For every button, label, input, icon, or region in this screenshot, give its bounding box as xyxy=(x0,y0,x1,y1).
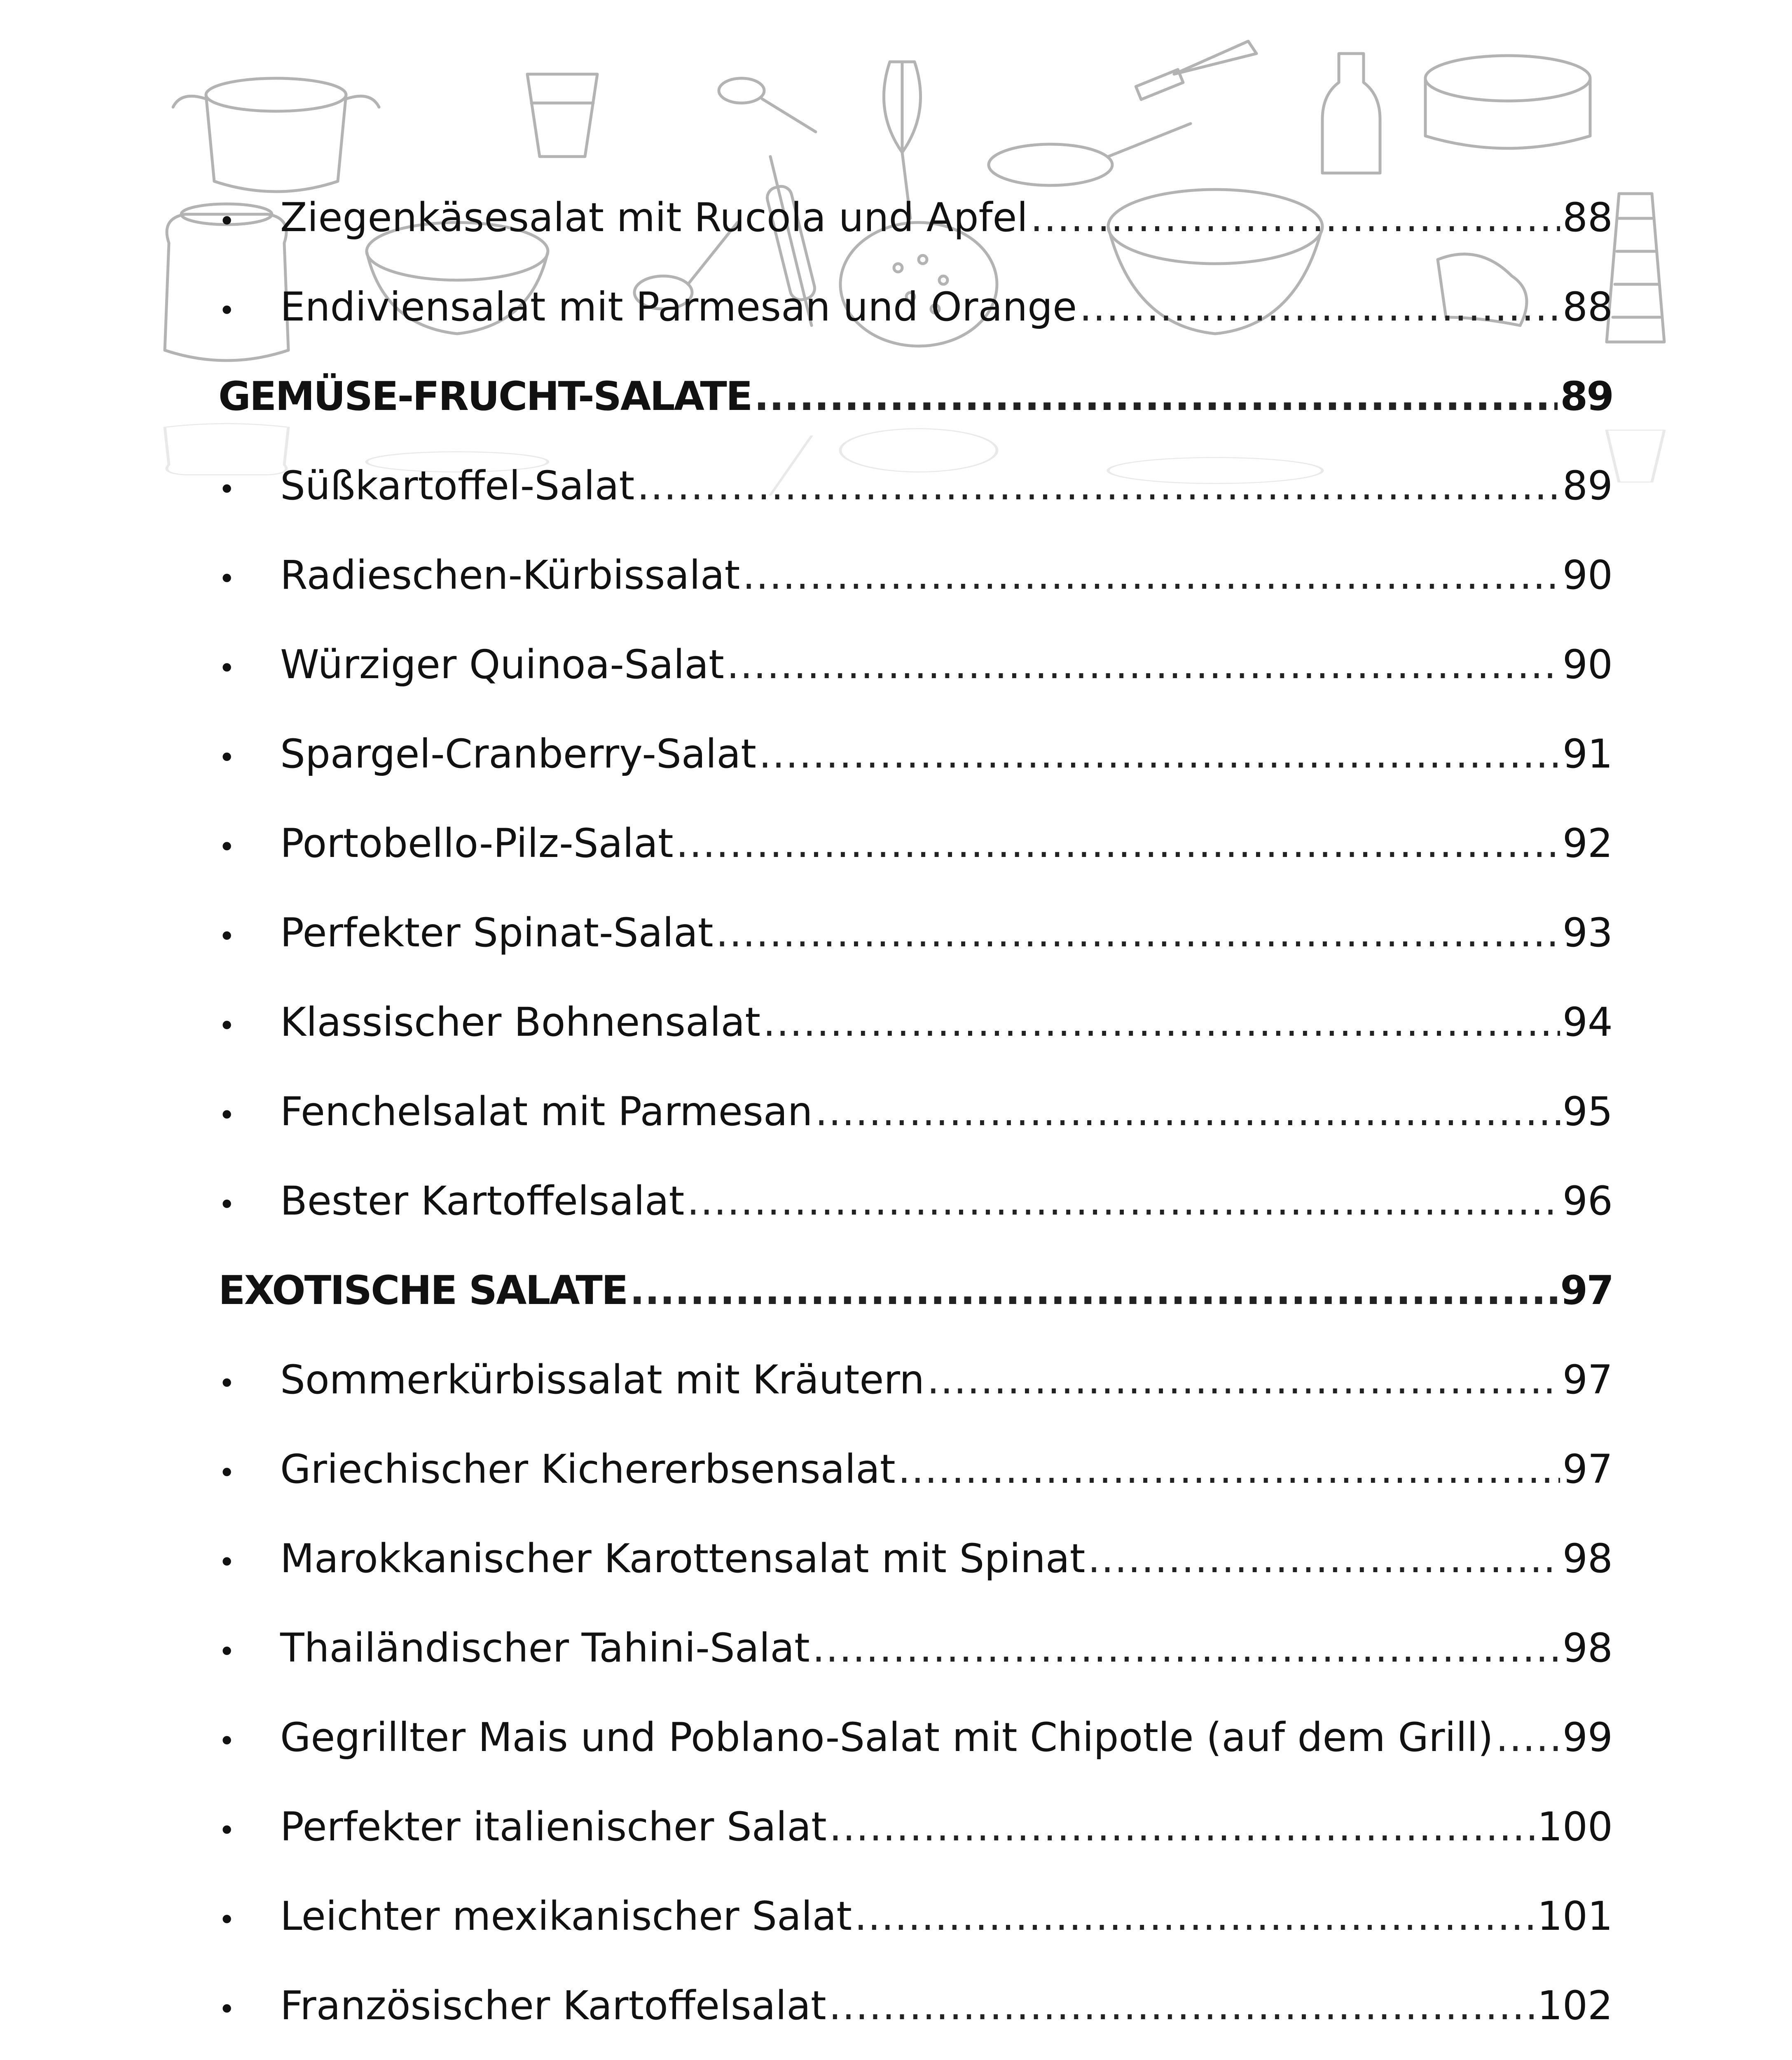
page-number: 96 xyxy=(1562,1178,1613,1224)
bottle-icon xyxy=(1322,54,1380,173)
entry-title: Marokkanischer Karottensalat mit Spinat xyxy=(280,1536,1085,1582)
toc-entry[interactable] xyxy=(218,1782,1613,1872)
dot-leader xyxy=(563,2051,1531,2060)
bullet-icon: • xyxy=(218,1814,236,1847)
bullet-icon: • xyxy=(218,830,236,864)
page-number: 99 xyxy=(1562,1714,1613,1760)
cake-ring-icon xyxy=(1425,56,1590,148)
bullet-icon: • xyxy=(218,1635,236,1669)
bullet-icon: • xyxy=(218,473,236,506)
toc-entry[interactable] xyxy=(218,799,1613,888)
bullet-icon: • xyxy=(218,1724,236,1758)
page-number: 97 xyxy=(1562,1357,1613,1403)
toc-section-heading[interactable] xyxy=(218,1246,1613,1335)
page-number: 98 xyxy=(1562,1536,1613,1582)
page-number: 90 xyxy=(1562,552,1613,598)
section-title: GEMÜSE-FRUCHT-SALATE xyxy=(218,373,752,419)
dot-leader xyxy=(1496,1693,1560,1782)
toc-entry[interactable] xyxy=(218,888,1613,978)
page-number: 89 xyxy=(1560,373,1613,419)
dot-leader xyxy=(727,620,1560,709)
dot-leader xyxy=(1079,262,1560,352)
dot-leader xyxy=(754,352,1558,441)
dot-leader xyxy=(629,1246,1558,1335)
entry-title: Bester Kartoffelsalat xyxy=(280,1178,685,1224)
entry-title: Radieschen-Kürbissalat xyxy=(280,552,740,598)
page-number: 89 xyxy=(1562,463,1613,509)
page-number: 88 xyxy=(1562,284,1613,330)
entry-title: Perfekter italienischer Salat xyxy=(280,1804,827,1850)
toc-entry[interactable] xyxy=(218,1604,1613,1693)
dot-leader xyxy=(687,1156,1560,1246)
dot-leader xyxy=(637,441,1560,531)
entry-title: Sommerkürbissalat mit Kräutern xyxy=(280,1357,925,1403)
page-number: 93 xyxy=(1562,910,1613,956)
toc-entry[interactable] xyxy=(218,1961,1613,2051)
dot-leader xyxy=(742,531,1560,620)
page-number: 90 xyxy=(1562,641,1613,688)
glass-icon xyxy=(527,74,597,157)
entry-title: Thailändischer Tahini-Salat xyxy=(280,1625,810,1671)
dot-leader xyxy=(759,709,1560,799)
toc-entry[interactable] xyxy=(218,173,1613,262)
dot-leader xyxy=(927,1335,1560,1425)
dot-leader xyxy=(829,1961,1535,2051)
toc-entry[interactable] xyxy=(218,441,1613,531)
entry-title: Ziegenkäsesalat mit Rucola und Apfel xyxy=(280,194,1028,241)
toc-entry[interactable] xyxy=(218,1335,1613,1425)
bullet-icon: • xyxy=(218,920,236,953)
entry-title: Leichter mexikanischer Salat xyxy=(280,1893,852,1939)
dot-leader xyxy=(812,1604,1560,1693)
dot-leader xyxy=(815,1067,1560,1156)
page-number: 100 xyxy=(1537,1804,1613,1850)
entry-title: Französischer Kartoffelsalat xyxy=(280,1983,826,2029)
bullet-icon: • xyxy=(218,1367,236,1400)
entry-title: Süßkartoffel-Salat xyxy=(280,463,635,509)
page-number: 97 xyxy=(1562,1446,1613,1492)
toc-entry[interactable] xyxy=(218,1693,1613,1782)
section-title xyxy=(218,2051,563,2060)
grater-icon xyxy=(1607,194,1664,342)
toc-entry[interactable] xyxy=(218,709,1613,799)
dot-leader xyxy=(854,1872,1535,1961)
entry-title: Endiviensalat mit Parmesan und Orange xyxy=(280,284,1077,330)
bullet-icon: • xyxy=(218,1098,236,1132)
bullet-icon: • xyxy=(218,204,236,238)
entry-title: Perfekter Spinat-Salat xyxy=(280,910,714,956)
page-number: 94 xyxy=(1562,999,1613,1045)
dot-leader xyxy=(1088,1514,1560,1604)
bullet-icon: • xyxy=(218,562,236,596)
entry-title: Griechischer Kichererbsensalat xyxy=(280,1446,896,1492)
entry-title: Klassischer Bohnensalat xyxy=(280,999,761,1045)
bullet-icon: • xyxy=(218,1545,236,1579)
toc-entry[interactable] xyxy=(218,620,1613,709)
dot-leader xyxy=(829,1782,1535,1872)
bullet-icon: • xyxy=(218,1903,236,1937)
entry-title: Würziger Quinoa-Salat xyxy=(280,641,724,688)
entry-title: Spargel-Cranberry-Salat xyxy=(280,731,756,777)
page-number: 101 xyxy=(1537,1893,1613,1939)
bullet-icon: • xyxy=(218,294,236,328)
toc-entry[interactable] xyxy=(218,1425,1613,1514)
table-of-contents xyxy=(218,173,1613,2060)
page-number: 88 xyxy=(1562,194,1613,241)
toc-entry[interactable] xyxy=(218,531,1613,620)
toc-section-heading[interactable] xyxy=(218,2051,1613,2060)
toc-entry[interactable] xyxy=(218,1872,1613,1961)
page-number: 95 xyxy=(1562,1089,1613,1135)
toc-entry[interactable] xyxy=(218,1514,1613,1604)
dot-leader xyxy=(763,978,1560,1067)
page-number: 98 xyxy=(1562,1625,1613,1671)
toc-section-heading[interactable] xyxy=(218,352,1613,441)
page-number xyxy=(1532,2051,1613,2060)
toc-entry[interactable] xyxy=(218,262,1613,352)
toc-entry[interactable] xyxy=(218,978,1613,1067)
bullet-icon: • xyxy=(218,1456,236,1490)
page-number: 97 xyxy=(1560,1267,1613,1313)
toc-entry[interactable] xyxy=(218,1067,1613,1156)
knife-icon xyxy=(1136,41,1256,99)
dot-leader xyxy=(898,1425,1560,1514)
page-number: 102 xyxy=(1537,1983,1613,2029)
bullet-icon: • xyxy=(218,1188,236,1222)
bullet-icon: • xyxy=(218,1992,236,2026)
bullet-icon: • xyxy=(218,1009,236,1043)
spoon-icon xyxy=(719,78,816,132)
dot-leader xyxy=(676,799,1560,888)
section-title: EXOTISCHE SALATE xyxy=(218,1267,627,1313)
bullet-icon: • xyxy=(218,741,236,775)
entry-title: Portobello-Pilz-Salat xyxy=(280,820,674,866)
dot-leader xyxy=(716,888,1560,978)
entry-title: Fenchelsalat mit Parmesan xyxy=(280,1089,813,1135)
entry-title: Gegrillter Mais und Poblano-Salat mit Chipotle (auf dem Grill) xyxy=(280,1714,1493,1760)
page-number: 92 xyxy=(1562,820,1613,866)
toc-entry[interactable] xyxy=(218,1156,1613,1246)
page-number: 91 xyxy=(1562,731,1613,777)
dot-leader xyxy=(1030,173,1560,262)
bullet-icon: • xyxy=(218,651,236,685)
